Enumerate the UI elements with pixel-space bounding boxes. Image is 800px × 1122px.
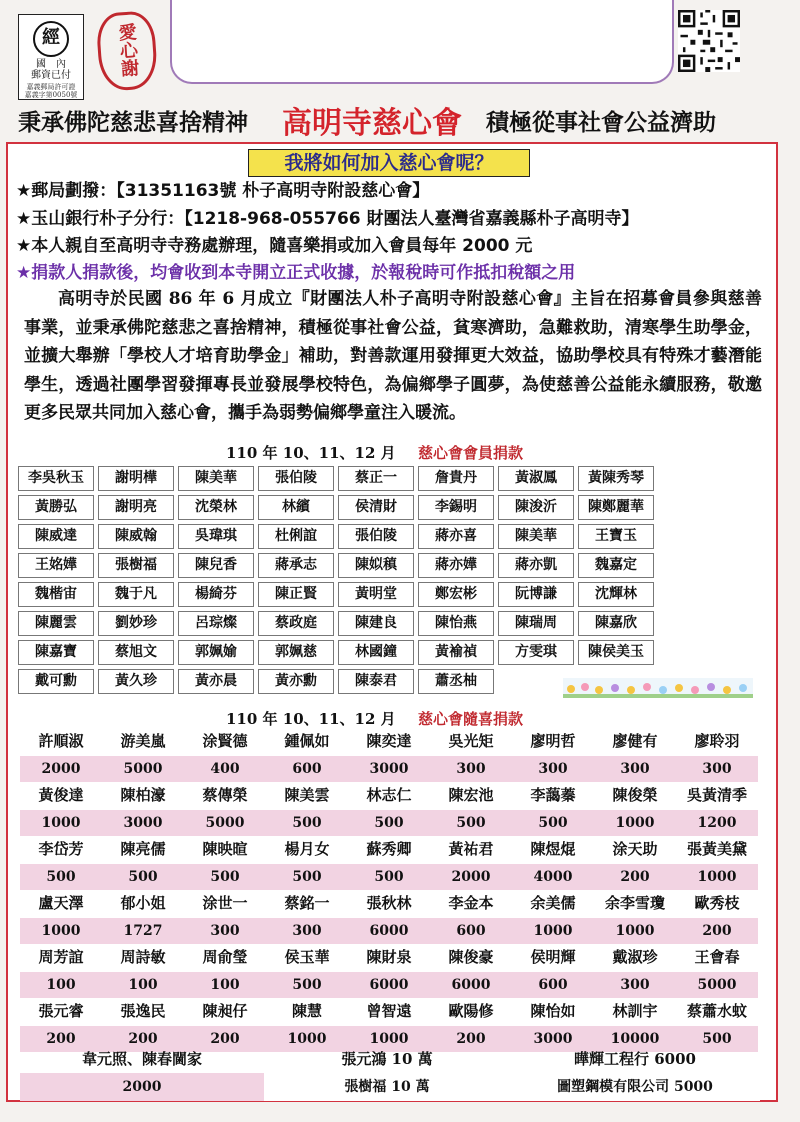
donor-name: 涂賢德	[202, 732, 248, 750]
member-name: 陳威翰	[98, 524, 174, 549]
donor-name: 盧天澤	[38, 894, 84, 912]
donor-amount: 300	[676, 756, 758, 783]
member-cell	[176, 551, 256, 580]
member-cell	[336, 464, 416, 493]
how-to-join-heading: 我將如何加入慈心會呢？	[248, 149, 530, 177]
donor-name: 周俞瑩	[202, 948, 248, 966]
member-name: 陳麗雲	[18, 611, 94, 636]
member-cell	[496, 464, 576, 493]
member-cell	[16, 638, 96, 667]
red-seal-logo	[95, 10, 158, 92]
member-cell	[96, 580, 176, 609]
donor-amount: 200	[102, 1026, 184, 1053]
donor-name: 陳映暄	[202, 840, 248, 858]
organization-name: 高明寺慈心會	[282, 106, 462, 141]
donor-amount: 600	[266, 756, 348, 783]
donor-amount: 3000	[348, 756, 430, 783]
member-cell	[256, 551, 336, 580]
member-cell	[16, 551, 96, 580]
member-name: 黃亦晨	[178, 669, 254, 694]
member-cell	[96, 464, 176, 493]
donor-name-row	[20, 998, 758, 1026]
donor-name-row	[20, 728, 758, 756]
donor-amount: 300	[594, 972, 676, 999]
member-name: 林國鐘	[338, 640, 414, 665]
members-section-title: 慈心會會員捐款	[418, 444, 524, 462]
member-cell	[176, 493, 256, 522]
member-name: 林繽	[258, 495, 334, 520]
donor-amount: 5000	[102, 756, 184, 783]
member-cell	[576, 551, 656, 580]
member-name: 李吳秋玉	[18, 466, 94, 491]
donor-amount: 300	[594, 756, 676, 783]
donor-name: 陳美雲	[284, 786, 330, 804]
member-cell	[16, 580, 96, 609]
donor-name: 李岱芳	[38, 840, 84, 858]
member-cell	[16, 464, 96, 493]
member-cell	[416, 609, 496, 638]
member-name: 劉妙珍	[98, 611, 174, 636]
member-cell	[256, 522, 336, 551]
donor-name-row	[20, 944, 758, 972]
member-cell	[416, 580, 496, 609]
member-name: 李錫明	[418, 495, 494, 520]
donor-name: 黃祐君	[448, 840, 494, 858]
member-name: 陳姒稹	[338, 553, 414, 578]
member-cell	[176, 464, 256, 493]
member-cell	[96, 609, 176, 638]
member-cell	[576, 638, 656, 667]
flower-decoration-icon	[563, 678, 753, 698]
donor-amount: 300	[266, 918, 348, 945]
donor-name: 廖健有	[612, 732, 658, 750]
member-name: 蕭丞柚	[418, 669, 494, 694]
donor-amount: 200	[676, 918, 758, 945]
donor-name: 陳奕達	[366, 732, 412, 750]
postage-icon: 經	[33, 21, 69, 57]
donor-amount: 500	[430, 810, 512, 837]
donor-name: 楊月女	[284, 840, 330, 858]
member-name: 張伯陵	[258, 466, 334, 491]
member-name: 呂琮燦	[178, 611, 254, 636]
donor-amount: 300	[184, 918, 266, 945]
member-cell	[336, 638, 416, 667]
member-name: 黃亦勳	[258, 669, 334, 694]
info-receipt-note: ★捐款人捐款後，均會收到本寺開立正式收據，於報稅時可作抵扣稅額之用	[16, 263, 576, 283]
special-donor-name: 韋元照、陳春閫家	[81, 1050, 202, 1068]
donor-name: 余李雪瓊	[604, 894, 665, 912]
member-cell	[176, 609, 256, 638]
donations-period: 110 年 10、11、12 月	[226, 710, 396, 728]
donor-name: 蘇秀卿	[366, 840, 412, 858]
donor-amount: 2000	[20, 756, 102, 783]
member-name: 蔡政庭	[258, 611, 334, 636]
member-cell	[576, 493, 656, 522]
donor-amount: 500	[266, 810, 348, 837]
member-name: 魏嘉定	[578, 553, 654, 578]
donor-name: 張逸民	[120, 1002, 166, 1020]
donor-name: 李金本	[448, 894, 494, 912]
member-name: 王姳嬅	[18, 553, 94, 578]
member-name: 謝明亮	[98, 495, 174, 520]
donor-name: 吳黃清季	[686, 786, 747, 804]
donor-name: 鍾佩如	[284, 732, 330, 750]
member-name: 陳浚沂	[498, 495, 574, 520]
donor-amount-row	[20, 864, 758, 891]
donor-amount: 600	[430, 918, 512, 945]
donor-amount: 1000	[348, 1026, 430, 1053]
donor-name: 余美儒	[530, 894, 576, 912]
member-name: 陳鄭麗華	[578, 495, 654, 520]
member-cell	[176, 580, 256, 609]
member-cell	[416, 522, 496, 551]
random-donation-table	[20, 728, 758, 1052]
donor-name: 蔡蕭水蚊	[686, 1002, 747, 1020]
member-cell	[576, 580, 656, 609]
donor-amount: 1000	[266, 1026, 348, 1053]
donor-name: 陳財泉	[366, 948, 412, 966]
donations-section-title: 慈心會隨喜捐款	[418, 710, 524, 728]
donor-amount: 1000	[512, 918, 594, 945]
member-cell	[256, 580, 336, 609]
member-cell	[416, 551, 496, 580]
special-donor-row	[20, 1045, 760, 1073]
postage-permit-stamp	[18, 14, 84, 100]
donor-amount: 1000	[594, 918, 676, 945]
member-name: 吳瑋琪	[178, 524, 254, 549]
member-name: 陳侯美玉	[578, 640, 654, 665]
donor-name-row	[20, 890, 758, 918]
member-name: 蔡正一	[338, 466, 414, 491]
special-donor-name: 曄輝工程行 6000	[574, 1050, 696, 1068]
donor-name: 周詩敏	[120, 948, 166, 966]
donor-name: 曾智遠	[366, 1002, 412, 1020]
member-cell	[416, 493, 496, 522]
donor-amount-row	[20, 972, 758, 999]
donor-amount: 500	[348, 810, 430, 837]
donor-amount: 1000	[594, 810, 676, 837]
postage-permit-number: 嘉義郵局許可證 嘉義字第0050號	[24, 83, 78, 99]
member-name: 侯清財	[338, 495, 414, 520]
donor-amount: 300	[512, 756, 594, 783]
donor-name: 許順淑	[38, 732, 84, 750]
member-cell	[496, 493, 576, 522]
donor-name: 林訓宇	[612, 1002, 658, 1020]
donor-amount: 6000	[348, 972, 430, 999]
member-name: 蔣承志	[258, 553, 334, 578]
donor-amount: 400	[184, 756, 266, 783]
member-cell	[336, 551, 416, 580]
donor-amount: 3000	[102, 810, 184, 837]
member-cell	[336, 522, 416, 551]
donor-name: 陳亮儒	[120, 840, 166, 858]
member-name: 蔣亦凱	[498, 553, 574, 578]
member-cell	[336, 667, 416, 696]
member-name: 黃明堂	[338, 582, 414, 607]
donor-name: 陳慧	[291, 1002, 322, 1020]
donor-name: 陳昶仔	[202, 1002, 248, 1020]
postage-paid-text: 國 內 郵資已付	[31, 59, 71, 81]
donor-name: 陳柏濠	[120, 786, 166, 804]
donor-name: 歐秀枝	[694, 894, 740, 912]
donor-amount: 500	[676, 1026, 758, 1053]
member-cell	[176, 522, 256, 551]
member-name: 魏楷宙	[18, 582, 94, 607]
member-cell	[336, 493, 416, 522]
special-donor-amount: 2000	[20, 1073, 264, 1101]
member-cell	[16, 609, 96, 638]
donor-amount: 100	[184, 972, 266, 999]
member-cell	[576, 522, 656, 551]
member-name: 蔣亦嬅	[418, 553, 494, 578]
member-name: 詹貴丹	[418, 466, 494, 491]
donor-name: 陳宏池	[448, 786, 494, 804]
donor-name: 郁小姐	[120, 894, 166, 912]
donor-amount: 200	[184, 1026, 266, 1053]
donor-amount: 5000	[184, 810, 266, 837]
member-cell	[496, 609, 576, 638]
donor-name: 歐陽修	[448, 1002, 494, 1020]
donor-name: 張秋林	[366, 894, 412, 912]
member-cell	[496, 638, 576, 667]
donor-name: 王會春	[694, 948, 740, 966]
donor-amount: 1200	[676, 810, 758, 837]
member-row	[16, 580, 656, 609]
member-name: 王寶玉	[578, 524, 654, 549]
member-cell	[96, 522, 176, 551]
donor-amount: 600	[512, 972, 594, 999]
donor-amount: 200	[594, 864, 676, 891]
member-name: 陳嘉寶	[18, 640, 94, 665]
member-row	[16, 493, 656, 522]
donor-amount: 300	[430, 756, 512, 783]
member-name: 陳威達	[18, 524, 94, 549]
member-row	[16, 609, 656, 638]
member-name: 陳嘉欣	[578, 611, 654, 636]
donor-amount: 1000	[676, 864, 758, 891]
member-name: 杜俐誼	[258, 524, 334, 549]
intro-paragraph: 高明寺於民國 86 年 6 月成立『財團法人朴子高明寺附設慈心會』主旨在招募會員參與慈善事業，並秉承佛陀慈悲之喜捨精神，積極從事社會公益，貧寒濟助，急難救助，清寒學生助學金，並擴大舉辦「學校人才培育助學金」補助，對善款運用發揮更大效益，協助學校具有特殊才藝潛能學生，透過社團學習發揮專長並發展學校特色，為偏鄉學子圓夢，為使慈善公益能永續服務，敬邀更多民眾共同加入慈心會，攜手為弱勢偏鄉學童注入暖流。	[24, 289, 762, 423]
donor-name-row	[20, 782, 758, 810]
member-row	[16, 464, 656, 493]
donor-amount: 1000	[20, 918, 102, 945]
donor-amount-row	[20, 756, 758, 783]
member-cell	[416, 464, 496, 493]
member-name: 楊綺芬	[178, 582, 254, 607]
member-name: 黃淑鳳	[498, 466, 574, 491]
donor-amount: 3000	[512, 1026, 594, 1053]
donor-amount-row	[20, 810, 758, 837]
member-cell	[576, 609, 656, 638]
member-row	[16, 638, 656, 667]
member-name: 陳泰君	[338, 669, 414, 694]
special-donor-name: 張元鴻 10 萬	[341, 1050, 433, 1068]
donor-amount: 4000	[512, 864, 594, 891]
donor-name: 陳俊豪	[448, 948, 494, 966]
donor-amount: 500	[184, 864, 266, 891]
donor-amount: 100	[102, 972, 184, 999]
donor-amount: 500	[102, 864, 184, 891]
donor-amount: 6000	[430, 972, 512, 999]
member-name: 方雯琪	[498, 640, 574, 665]
donor-name: 李藹蓁	[530, 786, 576, 804]
member-cell	[256, 493, 336, 522]
donor-amount: 500	[266, 972, 348, 999]
member-name: 沈榮林	[178, 495, 254, 520]
donor-amount: 10000	[594, 1026, 676, 1053]
address-window	[170, 0, 674, 84]
member-cell	[576, 464, 656, 493]
member-cell	[416, 638, 496, 667]
donor-amount-row	[20, 918, 758, 945]
donor-amount: 1727	[102, 918, 184, 945]
member-cell	[496, 551, 576, 580]
member-name: 郭姵媮	[178, 640, 254, 665]
member-cell	[336, 609, 416, 638]
member-name: 黃勝弘	[18, 495, 94, 520]
donor-amount: 6000	[348, 918, 430, 945]
member-name: 陳兒香	[178, 553, 254, 578]
member-name: 謝明樺	[98, 466, 174, 491]
member-cell	[416, 667, 496, 696]
member-name: 阮博謙	[498, 582, 574, 607]
member-row	[16, 667, 656, 696]
slogan-left: 秉承佛陀慈悲喜捨精神	[18, 110, 248, 136]
member-name: 陳怡燕	[418, 611, 494, 636]
member-name: 郭姵慈	[258, 640, 334, 665]
member-name: 陳美華	[178, 466, 254, 491]
special-amount-row	[20, 1073, 760, 1101]
donor-name: 涂天助	[612, 840, 658, 858]
member-cell	[16, 522, 96, 551]
donor-amount: 500	[348, 864, 430, 891]
special-donor-name: 圖塑鋼模有限公司 5000	[510, 1073, 760, 1101]
donor-name: 張黃美黛	[686, 840, 747, 858]
donor-amount: 200	[20, 1026, 102, 1053]
member-cell	[16, 493, 96, 522]
seal-text: 愛心謝	[115, 22, 140, 78]
member-cell	[96, 667, 176, 696]
donor-amount: 100	[20, 972, 102, 999]
member-name: 黃陳秀琴	[578, 466, 654, 491]
donor-name: 侯明輝	[530, 948, 576, 966]
special-donation-table	[20, 1045, 760, 1101]
member-name: 魏于凡	[98, 582, 174, 607]
members-period: 110 年 10、11、12 月	[226, 444, 396, 462]
info-bank-account: ★玉山銀行朴子分行：【1218-968-055766 財團法人臺灣省嘉義縣朴子高明寺】	[16, 209, 639, 229]
donor-amount: 500	[20, 864, 102, 891]
member-name: 蔣亦喜	[418, 524, 494, 549]
donor-amount: 5000	[676, 972, 758, 999]
member-row	[16, 522, 656, 551]
member-cell	[496, 522, 576, 551]
donor-amount: 2000	[430, 864, 512, 891]
member-cell	[256, 609, 336, 638]
member-cell	[96, 493, 176, 522]
member-cell	[256, 638, 336, 667]
member-cell	[496, 580, 576, 609]
member-cell	[96, 638, 176, 667]
donor-name: 戴淑珍	[612, 948, 658, 966]
donor-name: 黃俊達	[38, 786, 84, 804]
member-name: 鄭宏彬	[418, 582, 494, 607]
member-name: 沈輝林	[578, 582, 654, 607]
donor-name: 蔡傳榮	[202, 786, 248, 804]
member-name: 戴可勳	[18, 669, 94, 694]
donor-name-row	[20, 836, 758, 864]
member-name: 黃久珍	[98, 669, 174, 694]
donor-amount: 500	[512, 810, 594, 837]
member-donation-table	[16, 464, 656, 696]
donor-amount: 1000	[20, 810, 102, 837]
member-name: 張樹福	[98, 553, 174, 578]
member-cell	[256, 464, 336, 493]
donor-name: 游美嵐	[120, 732, 166, 750]
donor-name: 周芳誼	[38, 948, 84, 966]
donor-name: 吳光矩	[448, 732, 494, 750]
member-name: 蔡旭文	[98, 640, 174, 665]
member-name: 張伯陵	[338, 524, 414, 549]
member-name: 黃褕禎	[418, 640, 494, 665]
member-cell	[96, 551, 176, 580]
member-name: 陳正賢	[258, 582, 334, 607]
special-donor-name: 張樹福 10 萬	[264, 1073, 510, 1101]
donor-name: 林志仁	[366, 786, 412, 804]
member-name: 陳美華	[498, 524, 574, 549]
donor-amount: 500	[266, 864, 348, 891]
donor-name: 廖明哲	[530, 732, 576, 750]
member-cell	[16, 667, 96, 696]
donor-name: 陳俊榮	[612, 786, 658, 804]
member-name: 陳瑞周	[498, 611, 574, 636]
member-cell	[336, 580, 416, 609]
donor-name: 涂世一	[202, 894, 248, 912]
member-row	[16, 551, 656, 580]
donor-name: 侯玉華	[284, 948, 330, 966]
donor-name: 廖聆羽	[694, 732, 740, 750]
member-cell	[176, 667, 256, 696]
donor-name: 蔡銘一	[284, 894, 330, 912]
member-cell	[256, 667, 336, 696]
member-name: 陳建良	[338, 611, 414, 636]
qr-code-icon	[678, 10, 740, 72]
member-cell	[176, 638, 256, 667]
donor-name: 張元睿	[38, 1002, 84, 1020]
donor-amount: 200	[430, 1026, 512, 1053]
info-postal-transfer: ★郵局劃撥：【31351163號 朴子高明寺附設慈心會】	[16, 181, 430, 201]
donor-name: 陳怡如	[530, 1002, 576, 1020]
info-in-person: ★本人親自至高明寺寺務處辦理，隨喜樂捐或加入會員每年 2000 元	[16, 236, 533, 256]
donor-name: 陳煜焜	[530, 840, 576, 858]
slogan-right: 積極從事社會公益濟助	[486, 110, 716, 136]
